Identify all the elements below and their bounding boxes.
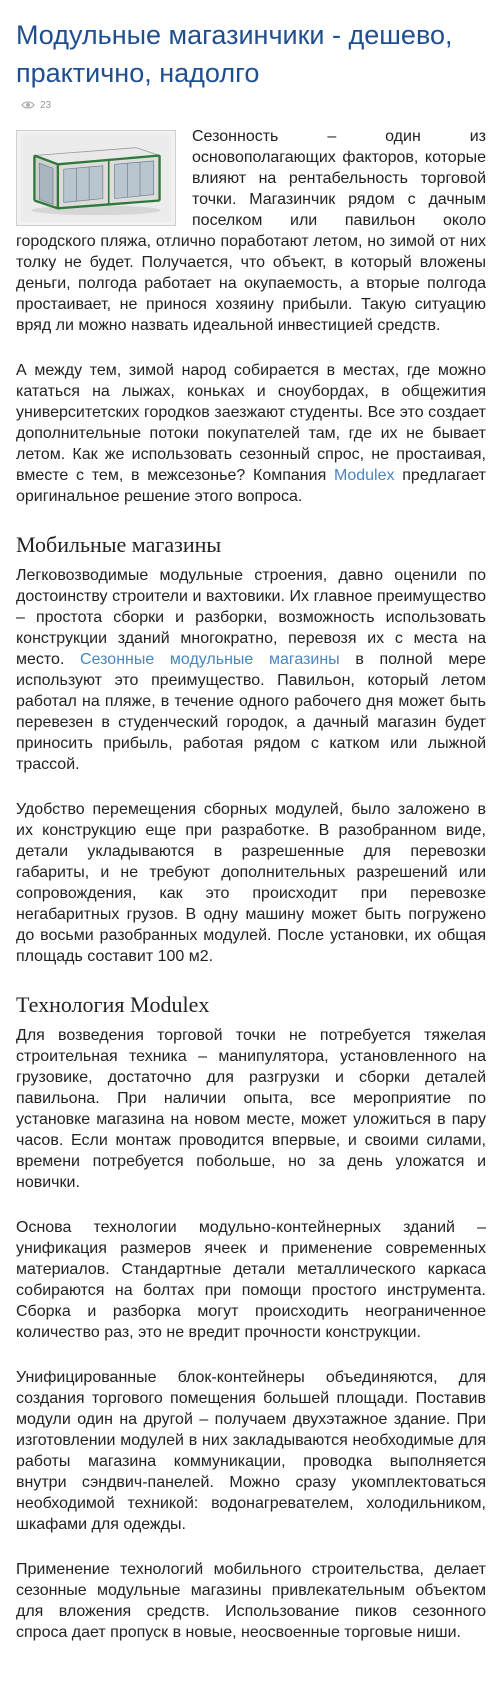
paragraph-mobile-stores bbox=[16, 565, 486, 775]
paragraph-text: предлагает оригинальное решение этого вопроса. bbox=[16, 467, 487, 505]
paragraph-unification: Основа технологии модульно-контейнерных зданий – унификация размеров ячеек и применение современных материалов. Стандартные детали металлического каркаса собираются на болтах при помощи простого инструмента. Сборка и разборка могут происходить неограниченное количество раз, это не вредит прочности конструкции. bbox=[16, 1219, 486, 1341]
paragraph-containers: Унифицированные блок-контейнеры объединяются, для создания торгового помещения большей площади. Поставив модули один на другой – получаем двухэтажное здание. При изготовлении модулей в них закладываются необходимые для работы магазина коммуникации, проводка выполняется внутри сэндвич-панелей. Можно сразу укомплектоваться необходимой техникой: водонагревателем, холодильником, шкафами для одежды. bbox=[16, 1369, 486, 1533]
section-heading-mobile-stores: Мобильные магазины bbox=[16, 532, 222, 557]
paragraph-modulex bbox=[16, 360, 486, 507]
modular-store-photo[interactable] bbox=[16, 130, 176, 226]
paragraph-text: в полной мере используют это преимущество. Павильон, который летом работал на пляже, в течение одного рабочего дня может быть перевезен в студенческий городок, а дачный магазин будет приносить прибыль, работая рядом с катком или лыжной трассой. bbox=[16, 651, 487, 773]
paragraph-text: Легковозводимые модульные строения, давно оценили по достоинству строители и вахтовики. Их главное преимущество – простота сборки и разборки, возможность использовать конструкции зданий многократно, перевозя их с места на место. bbox=[16, 567, 486, 668]
view-count: 23 bbox=[40, 99, 52, 111]
view-counter bbox=[21, 98, 486, 112]
section-heading-technology: Технология Modulex bbox=[16, 992, 210, 1017]
modular-store-image bbox=[20, 134, 172, 222]
paragraph-installation: Для возведения торговой точки не потребуется тяжелая строительная техника – манипулятора, установленного на грузовике, достаточно для разгрузки и сборки деталей павильона. При наличии опыта, все мероприятие по установке магазина на новом месте, может уложиться в пару часов. Если монтаж проводится впервые, и своими силами, времени потребуется побольше, но за день уложатся и новички. bbox=[16, 1027, 486, 1191]
intro-paragraph: Сезонность – один из основополагающих факторов, которые влияют на рентабельность торговой точки. Магазинчик рядом с дачным поселком или павильон около городского пляжа, отлично поработают летом, но зимой от них толку не будет. Получается, что объект, в который вложены деньги, полгода работает на окупаемость, а вторые полгода простаивает, не принося хозяину прибыли. Такую ситуацию вряд ли можно назвать идеальной инвестицией средств. bbox=[16, 128, 486, 334]
paragraph-transport: Удобство перемещения сборных модулей, было заложено в их конструкцию еще при разработке. В разобранном виде, детали укладываются в разрешенные для перевозки габариты, и не требуют дополнительных разрешений или сопровождения, как это происходит при перевозке негабаритных грузов. В одну машину может быть погружено до восьми разобранных модулей. После установки, их общая площадь составит 100 м2. bbox=[16, 801, 486, 965]
seasonal-stores-link[interactable]: Сезонные модульные магазины bbox=[80, 651, 340, 668]
eye-icon bbox=[21, 100, 35, 110]
page-title: Модульные магазинчики - дешево, практично, надолго bbox=[16, 20, 453, 88]
modulex-link[interactable]: Modulex bbox=[334, 467, 395, 484]
paragraph-conclusion: Применение технологий мобильного строительства, делает сезонные модульные магазины привлекательным объектом для вложения средств. Использование пиков сезонного спроса дает пропуск в новые, неосвоенные торговые ниши. bbox=[16, 1561, 486, 1641]
paragraph-text: А между тем, зимой народ собирается в местах, где можно кататься на лыжах, коньках и сноубордах, в общежития университетских городков заезжают студенты. Все это создает дополнительные потоки покупателей там, где их не бывает летом. Как же использовать сезонный спрос, не простаивая, вместе с тем, в межсезонье? Компания bbox=[16, 362, 486, 484]
